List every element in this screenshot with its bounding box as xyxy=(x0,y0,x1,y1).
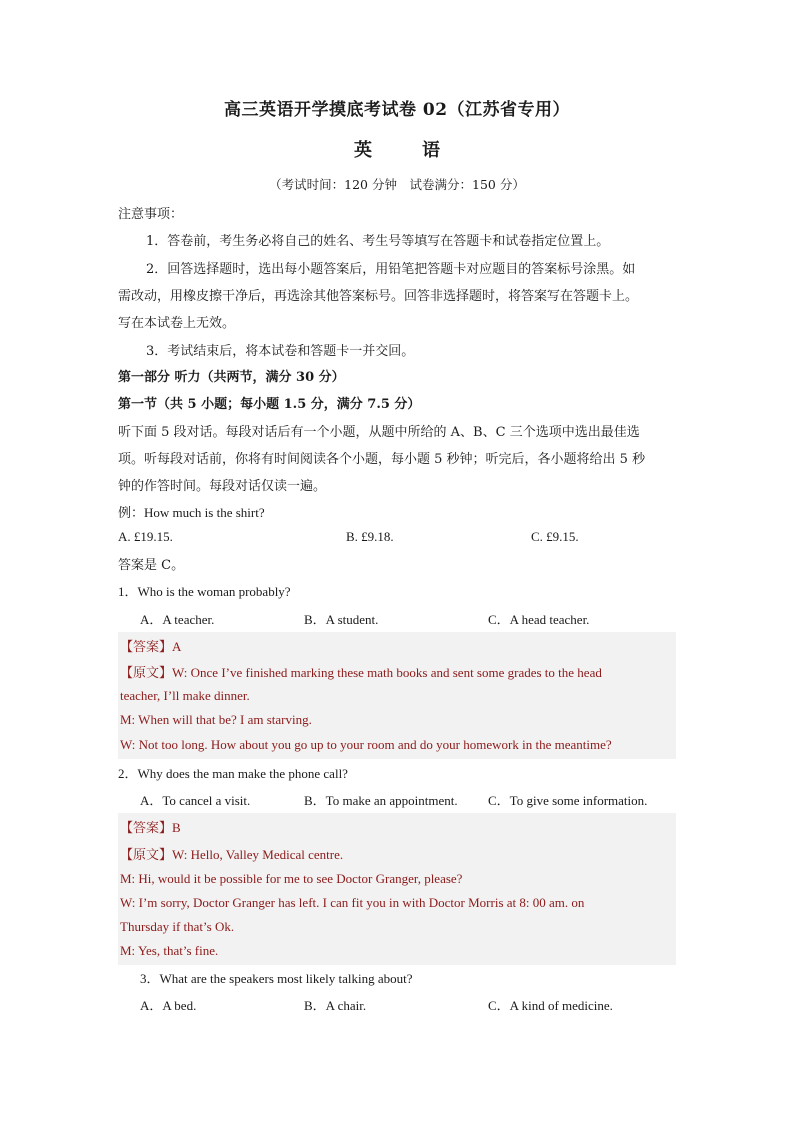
q1-answer-box xyxy=(118,632,676,759)
instruction-line-1: 听下面 5 段对话。每段对话后有一个小题，从题中所给的 A、B、C 三个选项中选出最佳选 xyxy=(118,425,640,440)
q2-script-line-2: M: Hi, would it be possible for me to see Doctor Granger, please? xyxy=(120,871,463,886)
q2-script-line-1: 【原文】W: Hello, Valley Medical centre. xyxy=(120,847,344,862)
instruction-line-2: 项。听每段对话前，你将有时间阅读各个小题，每小题 5 秒钟；听完后，各小题将给出 5 秒 xyxy=(118,452,646,467)
q1-script-line-4: W: Not too long. How about you go up to your room and do your homework in the meantime? xyxy=(120,737,612,752)
q2-script-line-4: Thursday if that’s Ok. xyxy=(120,919,235,934)
q3-option-c: C．A kind of medicine. xyxy=(488,998,613,1013)
example-answer: 答案是 C。 xyxy=(118,558,185,573)
q3-option-a: A．A bed. xyxy=(140,998,197,1013)
q2-option-a: A．To cancel a visit. xyxy=(140,793,251,808)
notes-item-3: 3．考试结束后，将本试卷和答题卡一并交回。 xyxy=(146,344,415,359)
example-option-b: B. £9.18. xyxy=(346,529,394,544)
page-title: 高三英语开学摸底考试卷 02（江苏省专用） xyxy=(223,100,571,120)
q2-question: 2．Why does the man make the phone call? xyxy=(118,766,348,781)
notes-heading: 注意事项： xyxy=(118,207,184,222)
q2-script-line-3: W: I’m sorry, Doctor Granger has left. I can fit you in with Doctor Morris at 8: 00 am. on xyxy=(120,895,585,910)
example-question: 例：How much is the shirt? xyxy=(118,505,265,520)
q2-script-line-5: M: Yes, that’s fine. xyxy=(120,943,219,958)
q1-script-line-2: teacher, I’ll make dinner. xyxy=(120,688,250,703)
q1-script-line-1: 【原文】W: Once I’ve finished marking these math books and sent some grades to the head xyxy=(120,665,602,680)
q1-option-b: B．A student. xyxy=(304,612,379,627)
q3-question: 3．What are the speakers most likely talking about? xyxy=(140,971,413,986)
q1-answer: 【答案】A xyxy=(120,639,182,654)
subject-title xyxy=(0,136,794,162)
notes-item-1: 1．答卷前，考生务必将自己的姓名、考生号等填写在答题卡和试卷指定位置上。 xyxy=(146,234,610,249)
notes-item-2-line-2: 需改动，用橡皮擦干净后，再选涂其他答案标号。回答非选择题时，将答案写在答题卡上。 xyxy=(118,289,639,304)
q2-option-b: B．To make an appointment. xyxy=(304,793,458,808)
notes-item-2-line-3: 写在本试卷上无效。 xyxy=(118,316,236,331)
q1-script-line-3: M: When will that be? I am starving. xyxy=(120,712,312,727)
q1-option-a: A．A teacher. xyxy=(140,612,215,627)
subject-char-right: 语 xyxy=(422,140,440,161)
instruction-line-3: 钟的作答时间。每段对话仅读一遍。 xyxy=(118,479,327,494)
q3-option-b: B．A chair. xyxy=(304,998,367,1013)
part-one-heading: 第一部分 听力（共两节，满分 30 分） xyxy=(118,370,345,385)
exam-info: （考试时间：120 分钟 试卷满分：150 分） xyxy=(269,177,525,192)
q1-question: 1．Who is the woman probably? xyxy=(118,584,291,599)
example-option-a: A. £19.15. xyxy=(118,529,173,544)
q2-option-c: C．To give some information. xyxy=(488,793,648,808)
example-option-c: C. £9.15. xyxy=(531,529,579,544)
q1-option-c: C．A head teacher. xyxy=(488,612,590,627)
notes-item-2-line-1: 2．回答选择题时，选出每小题答案后，用铅笔把答题卡对应题目的答案标号涂黑。如 xyxy=(146,262,636,277)
q2-answer: 【答案】B xyxy=(120,820,181,835)
subject-char-left: 英 xyxy=(354,140,372,161)
section-one-heading: 第一节（共 5 小题；每小题 1.5 分，满分 7.5 分） xyxy=(118,397,421,412)
q2-answer-box xyxy=(118,813,676,965)
